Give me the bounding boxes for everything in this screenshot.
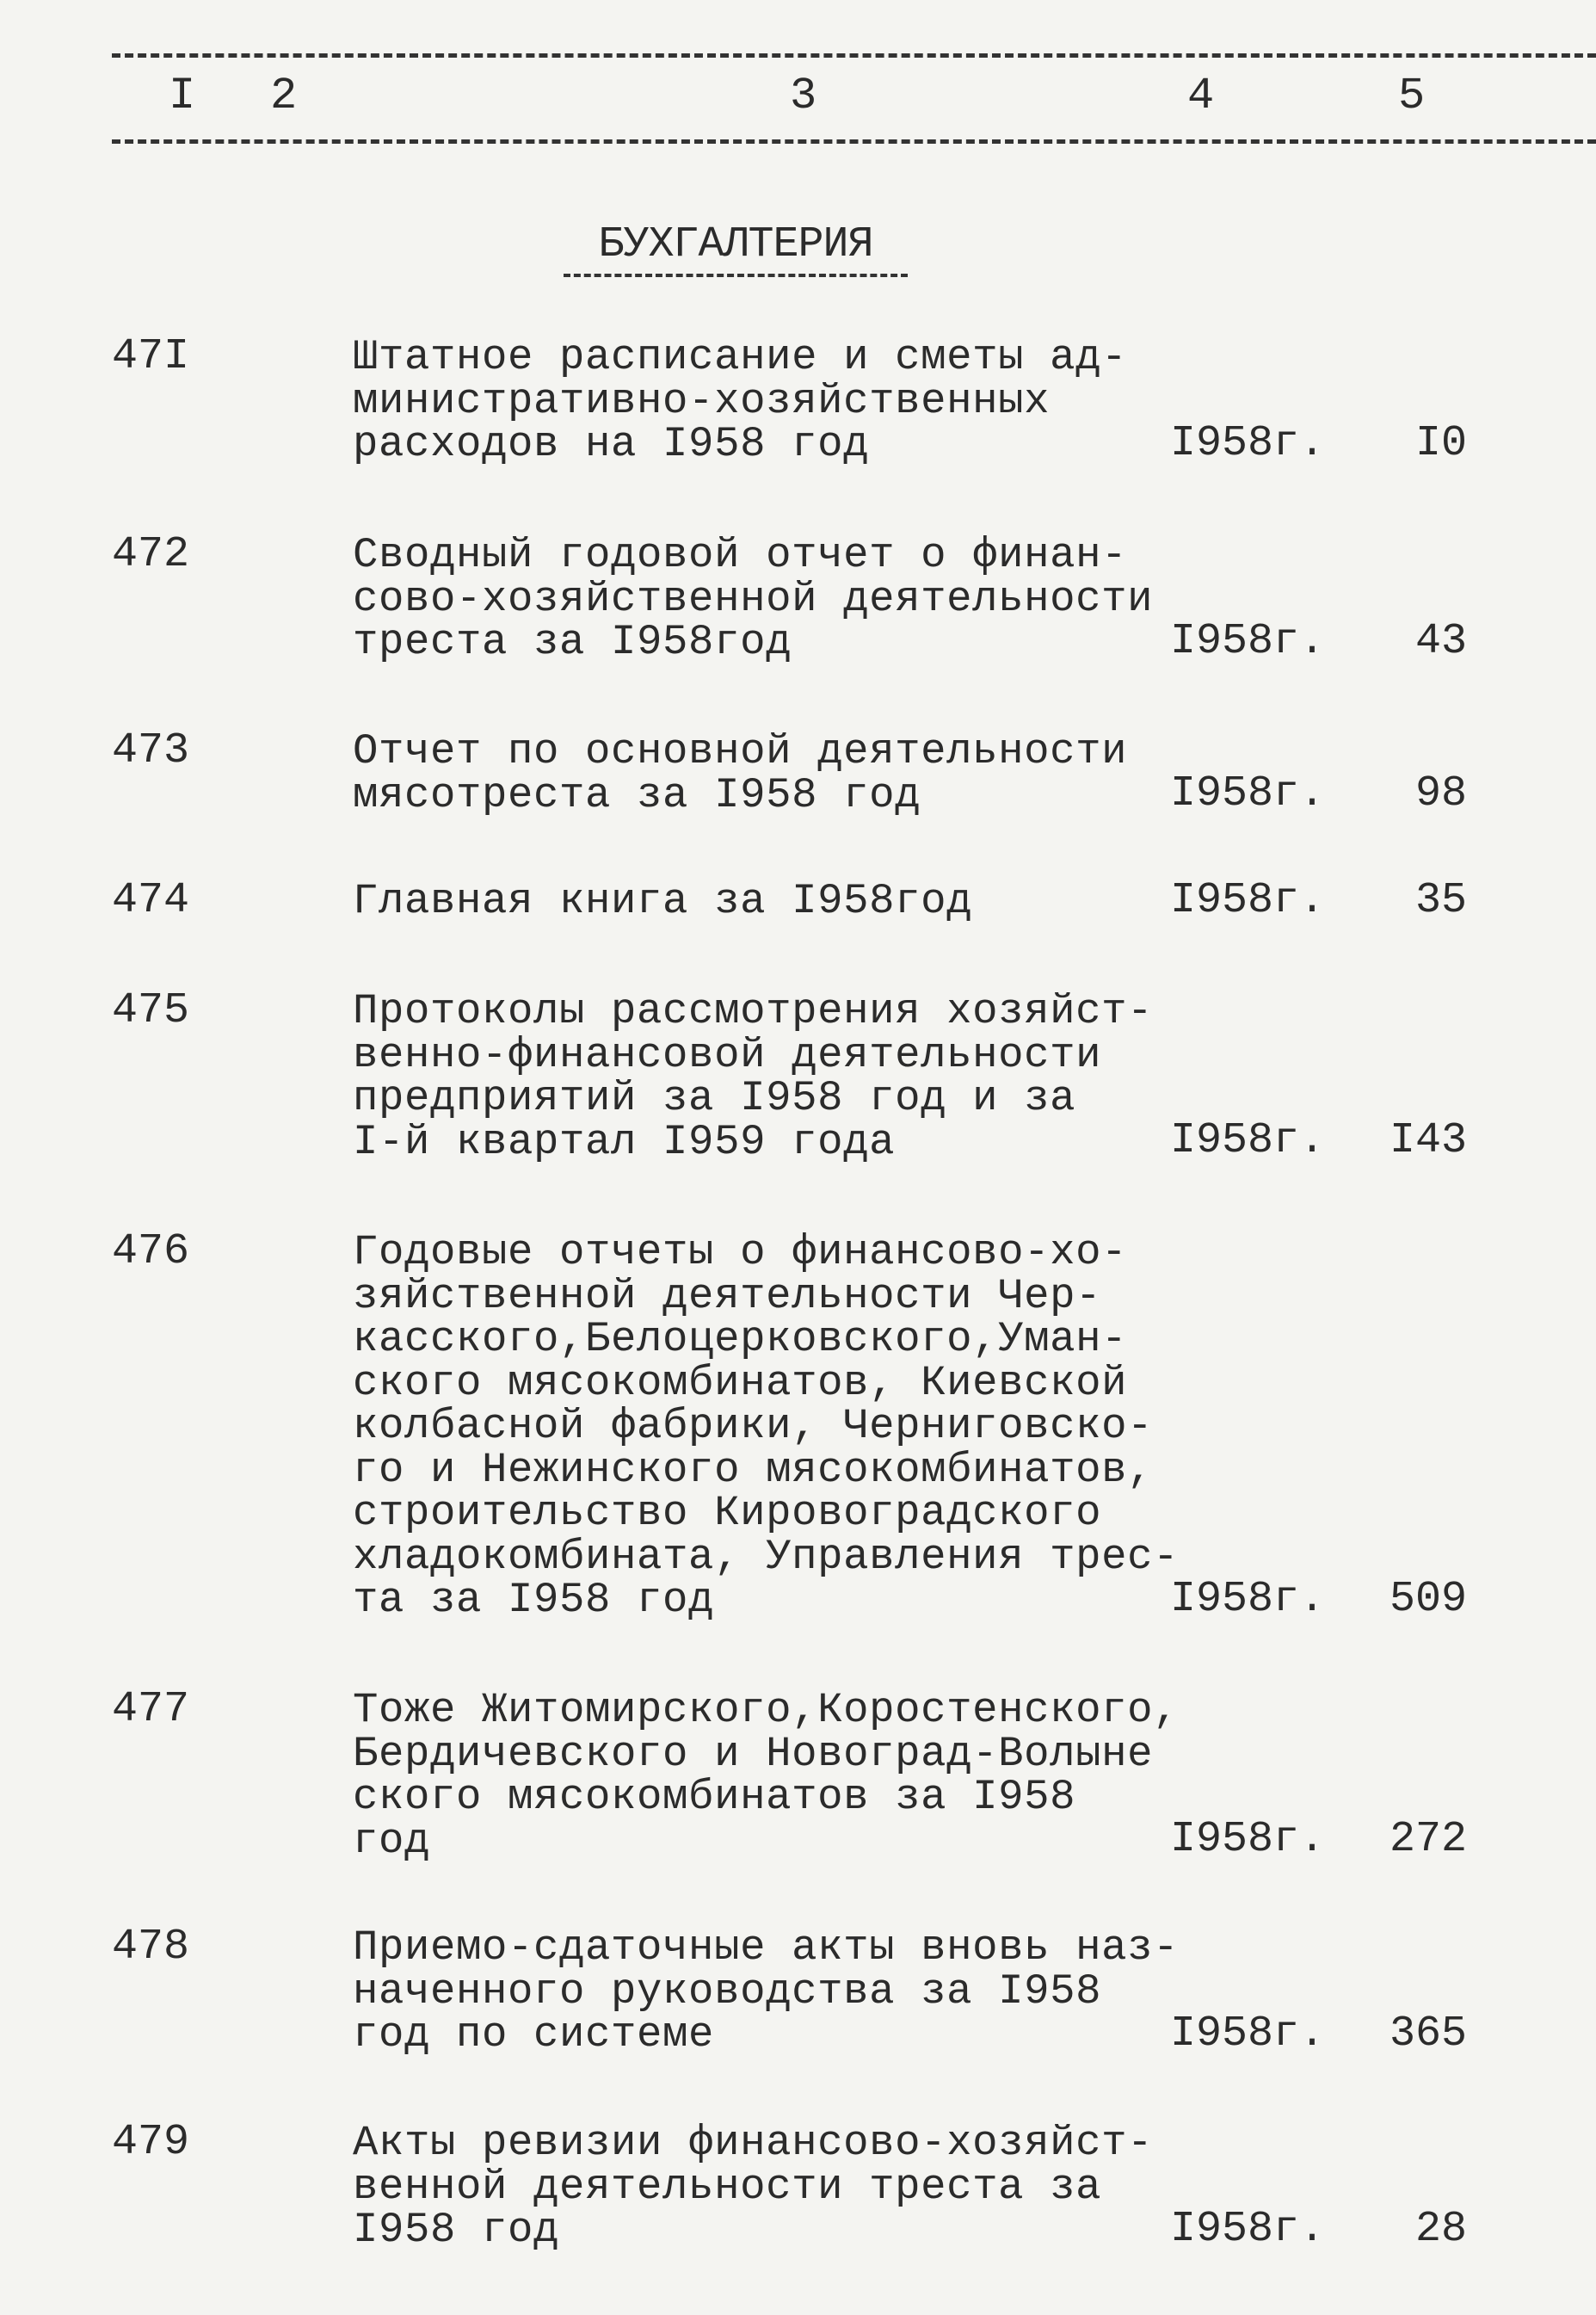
entry-title: Протоколы рассмотрения хозяйст- венно-финансовой деятельности предприятий за I958 год и за I-й квартал I959 года (353, 987, 1154, 1166)
entry-title: Годовые отчеты о финансово-хо- зяйственной деятельности Чер- касского,Белоцерковского,Уман- ского мясокомбинатов, Киевской колбасной фабрики, Черниговско- го и Нежинского мясокомбинатов, строительство Кировоградского хладокомбината, Управления трес- та за I958 год (353, 1228, 1180, 1624)
header-bottom-rule (112, 139, 1596, 144)
entry-pages: 509 (1389, 1575, 1467, 1624)
column-header-1: I (169, 71, 196, 121)
entry-title: Приемо-сдаточные акты вновь наз- наченного руководства за I958 год по системе (353, 1923, 1180, 2059)
entry-pages: 272 (1389, 1815, 1467, 1864)
entry-pages: 365 (1389, 2009, 1467, 2059)
section-title: БУХГАЛТЕРИЯ (598, 220, 873, 269)
entry-title: Акты ревизии финансово-хозяйст- венной деятельности треста за I958 год (353, 2119, 1154, 2254)
entry-number: 47I (112, 332, 190, 381)
entry-date: I958г. (1170, 1116, 1326, 1165)
entry-date: I958г. (1170, 2205, 1326, 2254)
entry-pages: 35 (1414, 876, 1467, 925)
column-header-2: 2 (270, 71, 298, 121)
column-header-4: 4 (1187, 71, 1215, 121)
entry-date: I958г. (1170, 769, 1326, 818)
entry-title: Штатное расписание и сметы ад- министративно-хозяйственных расходов на I958 год (353, 333, 1128, 468)
entry-pages: 43 (1414, 617, 1467, 666)
entry-number: 472 (112, 530, 190, 579)
entry-pages: 98 (1414, 769, 1467, 818)
entry-title: Сводный годовой отчет о финан- сово-хозяйственной деятельности треста за I958год (353, 531, 1154, 666)
entry-number: 477 (112, 1685, 190, 1734)
entry-title: Тоже Житомирского,Коростенского, Бердичевского и Новоград-Волыне ского мясокомбинатов за I958 год (353, 1686, 1180, 1865)
entry-pages: I0 (1414, 419, 1467, 468)
header-top-rule (112, 53, 1596, 58)
entry-pages: I43 (1389, 1116, 1467, 1165)
entry-title: Главная книга за I958год (353, 877, 973, 925)
column-header-3: 3 (790, 71, 817, 121)
entry-date: I958г. (1170, 617, 1326, 666)
column-header-5: 5 (1398, 71, 1426, 121)
entry-date: I958г. (1170, 419, 1326, 468)
entry-pages: 28 (1414, 2205, 1467, 2254)
entry-number: 479 (112, 2118, 190, 2167)
entry-number: 478 (112, 1923, 190, 1972)
entry-number: 476 (112, 1227, 190, 1276)
entry-number: 474 (112, 876, 190, 925)
entry-date: I958г. (1170, 1575, 1326, 1624)
entry-date: I958г. (1170, 876, 1326, 925)
section-title-underline (564, 274, 908, 277)
entry-date: I958г. (1170, 2009, 1326, 2059)
entry-date: I958г. (1170, 1815, 1326, 1864)
entry-number: 475 (112, 986, 190, 1035)
entry-title: Отчет по основной деятельности мясотреста за I958 год (353, 727, 1128, 819)
entry-number: 473 (112, 726, 190, 775)
